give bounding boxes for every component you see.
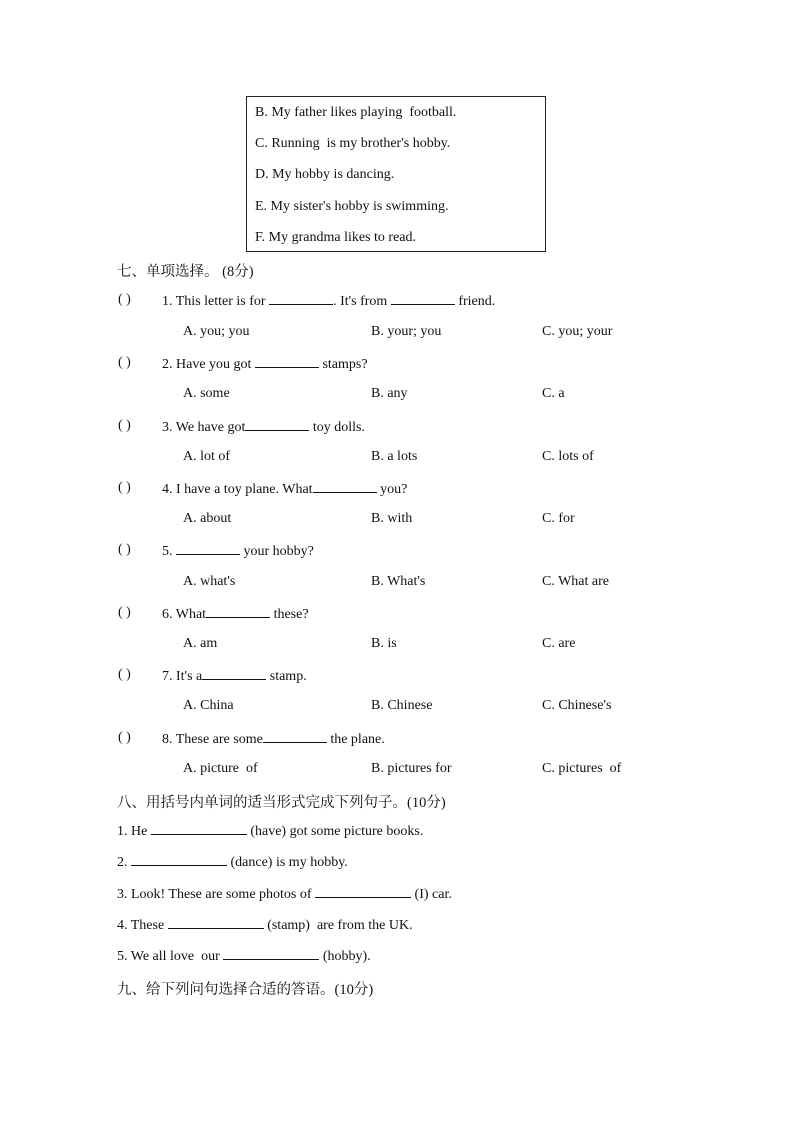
question-1 [162, 292, 495, 310]
answer-blank[interactable] [176, 542, 240, 555]
answer-blank[interactable] [131, 853, 227, 866]
question-text: stamp. [266, 669, 307, 684]
question-number: 6. [162, 607, 173, 622]
answer-blank[interactable] [255, 355, 319, 368]
answer-paren[interactable]: ( ) [118, 480, 131, 495]
question-2 [162, 355, 368, 373]
box-item-f: F. My grandma likes to read. [255, 230, 417, 245]
question-4 [162, 480, 407, 498]
fill-item-text: (hobby). [319, 949, 371, 964]
answer-blank[interactable] [245, 418, 309, 431]
box-item-c: C. Running is my brother's hobby. [255, 136, 451, 151]
question-number: 2. [162, 357, 173, 372]
option-a: A. about [183, 511, 232, 526]
option-c: C. What are [542, 574, 609, 589]
question-text: your hobby? [240, 544, 314, 559]
question-text: you? [376, 482, 408, 497]
question-7 [162, 667, 307, 685]
fill-item-5 [117, 947, 371, 965]
answer-paren[interactable]: ( ) [118, 730, 131, 745]
answer-paren[interactable]: ( ) [118, 667, 131, 682]
option-a: A. what's [183, 574, 236, 589]
option-c: C. Chinese's [542, 698, 612, 713]
answer-blank[interactable] [151, 822, 247, 835]
fill-item-text: (stamp) are from the UK. [263, 918, 413, 933]
option-b: B. What's [371, 574, 426, 589]
question-text: These are some [172, 732, 263, 747]
answer-options-box [246, 96, 546, 252]
answer-paren[interactable]: ( ) [118, 418, 131, 433]
option-a: A. lot of [183, 449, 231, 464]
question-8 [162, 730, 385, 748]
question-number: 1. [162, 294, 173, 309]
fill-item-2 [117, 853, 348, 871]
question-text: Have you got [172, 357, 255, 372]
question-text: toy dolls. [309, 420, 365, 435]
answer-blank[interactable] [313, 480, 377, 493]
option-b: B. a lots [371, 449, 418, 464]
option-c: C. for [542, 511, 575, 526]
question-text: the plane. [326, 732, 385, 747]
answer-blank[interactable] [168, 916, 264, 929]
fill-item-text: 5. We all love our [117, 949, 224, 964]
question-text: friend. [454, 294, 496, 309]
section-7-title: 七、单项选择。 (8分) [117, 264, 254, 280]
option-b: B. pictures for [371, 761, 452, 776]
answer-blank[interactable] [206, 605, 270, 618]
question-text: stamps? [318, 357, 368, 372]
option-b: B. with [371, 511, 413, 526]
answer-blank[interactable] [269, 292, 333, 305]
option-c: C. pictures of [542, 761, 622, 776]
option-a: A. am [183, 636, 218, 651]
question-number: 4. [162, 482, 173, 497]
box-item-e: E. My sister's hobby is swimming. [255, 199, 449, 214]
option-c: C. lots of [542, 449, 594, 464]
option-a: A. China [183, 698, 234, 713]
option-a: A. picture of [183, 761, 258, 776]
section-8-title: 八、用括号内单词的适当形式完成下列句子。(10分) [117, 795, 446, 811]
question-text: We have got [172, 420, 246, 435]
question-number: 5. [162, 544, 173, 559]
question-6 [162, 605, 309, 623]
option-a: A. some [183, 386, 230, 401]
option-c: C. a [542, 386, 565, 401]
section-9-title: 九、给下列问句选择合适的答语。(10分) [117, 982, 374, 998]
question-text: . It's from [333, 294, 391, 309]
question-text: It's a [172, 669, 203, 684]
question-text: these? [270, 607, 309, 622]
option-a: A. you; you [183, 324, 250, 339]
option-c: C. you; your [542, 324, 613, 339]
answer-paren[interactable]: ( ) [118, 355, 131, 370]
question-3 [162, 418, 365, 436]
fill-item-text: (have) got some picture books. [246, 824, 424, 839]
option-b: B. Chinese [371, 698, 433, 713]
fill-item-1 [117, 822, 423, 840]
answer-blank[interactable] [263, 730, 327, 743]
fill-item-text: 1. He [117, 824, 151, 839]
question-text: This letter is for [172, 294, 270, 309]
option-b: B. your; you [371, 324, 442, 339]
option-c: C. are [542, 636, 576, 651]
fill-item-4 [117, 916, 413, 934]
question-5 [162, 542, 314, 560]
fill-item-text: 2. [117, 855, 131, 870]
answer-paren[interactable]: ( ) [118, 605, 131, 620]
question-number: 8. [162, 732, 173, 747]
box-item-b: B. My father likes playing football. [255, 105, 457, 120]
answer-blank[interactable] [202, 667, 266, 680]
answer-blank[interactable] [391, 292, 455, 305]
question-number: 7. [162, 669, 173, 684]
answer-blank[interactable] [223, 947, 319, 960]
answer-paren[interactable]: ( ) [118, 292, 131, 307]
fill-item-text: (I) car. [411, 887, 452, 902]
option-b: B. is [371, 636, 397, 651]
question-number: 3. [162, 420, 173, 435]
answer-blank[interactable] [315, 885, 411, 898]
fill-item-text: 3. Look! These are some photos of [117, 887, 316, 902]
fill-item-3 [117, 885, 452, 903]
fill-item-text: 4. These [117, 918, 168, 933]
question-text: What [172, 607, 207, 622]
fill-item-text: (dance) is my hobby. [227, 855, 348, 870]
option-b: B. any [371, 386, 408, 401]
box-item-d: D. My hobby is dancing. [255, 167, 395, 182]
answer-paren[interactable]: ( ) [118, 542, 131, 557]
question-text: I have a toy plane. What [172, 482, 313, 497]
